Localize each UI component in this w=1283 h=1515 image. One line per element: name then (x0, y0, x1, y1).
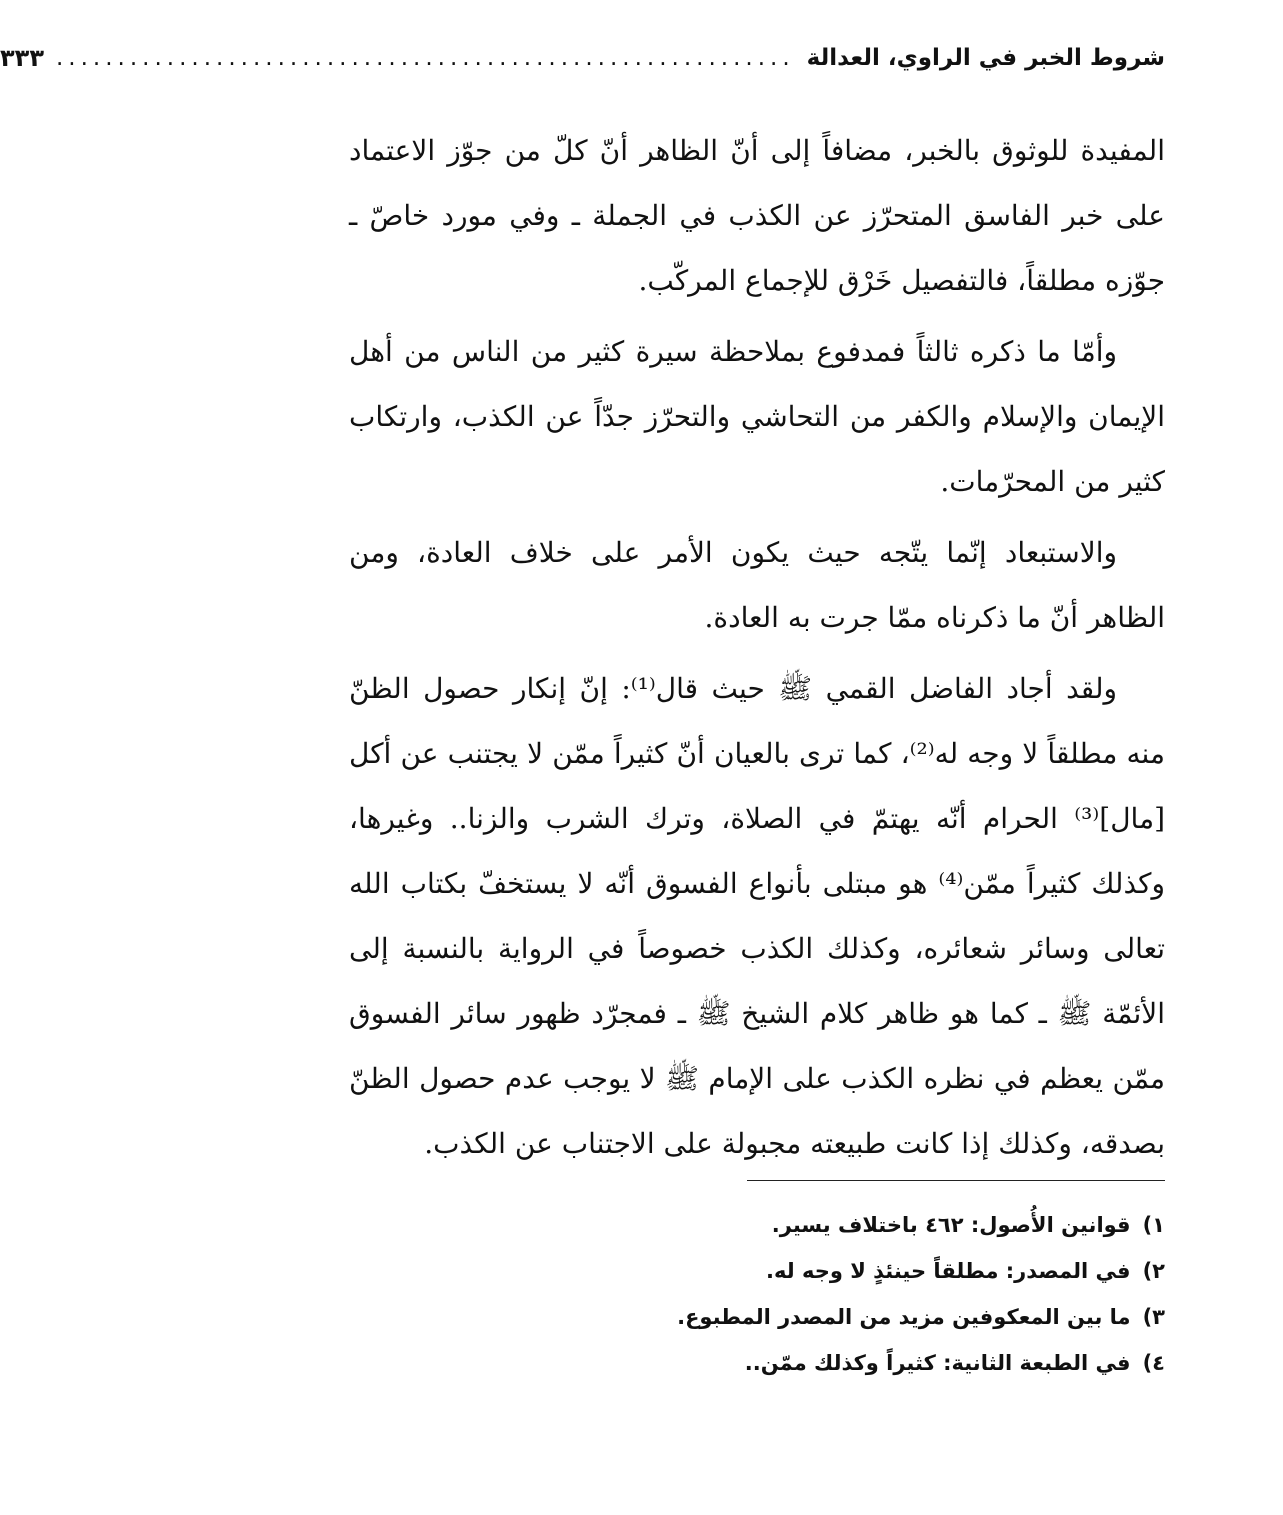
footnote-number: ٣) (1142, 1305, 1165, 1329)
footnote-separator (747, 1180, 1165, 1181)
footnote-item (605, 1340, 1165, 1386)
running-title: شروط الخبر في الراوي، العدالة (806, 45, 1165, 71)
footnote-number: ٢) (1142, 1259, 1165, 1283)
footnote-item (605, 1248, 1165, 1294)
paragraph: وأمّا ما ذكره ثالثاً فمدفوع بملاحظة سيرة كثير من الناس من أهل الإيمان والإسلام والكفر من التحاشي والتحرّز جدّاً عن الكذب، وارتكاب كثير من المحرّمات. (349, 335, 1165, 498)
paragraph: المفيدة للوثوق بالخبر، مضافاً إلى أنّ الظاهر أنّ كلّ من جوّز الاعتماد على خبر الفاسق المتحرّز عن الكذب في الجملة ـ وفي مورد خاصّ ـ جوّزه مطلقاً، فالتفصيل خَرْق للإجماع المركّب. (349, 134, 1165, 297)
footnote-item (605, 1202, 1165, 1248)
footnote-number: ١) (1142, 1213, 1165, 1237)
footnote-text: في المصدر: مطلقاً حينئذٍ لا وجه له. (766, 1259, 1131, 1283)
footnote-number: ٤) (1142, 1351, 1165, 1375)
paragraph: ولقد أجاد الفاضل القمي ﷺ حيث قال⁽¹⁾: إنّ إنكار حصول الظنّ منه مطلقاً لا وجه له⁽²⁾، كما ترى بالعيان أنّ كثيراً ممّن لا يجتنب عن أكل [مال]⁽³⁾ الحرام أنّه يهتمّ في الصلاة، وترك الشرب والزنا.. وغيرها، وكذلك كثيراً ممّن⁽⁴⁾ هو مبتلى بأنواع الفسوق أنّه لا يستخفّ بكتاب الله تعالى وسائر شعائره، وكذلك الكذب خصوصاً في الرواية بالنسبة إلى الأئمّة ﷺ ـ كما هو ظاهر كلام الشيخ ﷺ ـ فمجرّد ظهور سائر الفسوق ممّن يعظم في نظره الكذب على الإمام ﷺ لا يوجب عدم حصول الظنّ بصدقه، وكذلك إذا كانت طبيعته مجبولة على الاجتناب عن الكذب. (349, 672, 1165, 1160)
footnote-item (605, 1294, 1165, 1340)
leader-dots: ............................................................ (55, 45, 795, 71)
running-head (0, 40, 1165, 76)
footnote-text: في الطبعة الثانية: كثيراً وكذلك ممّن.. (744, 1351, 1131, 1375)
footnotes (605, 1202, 1165, 1386)
footnote-text: ما بين المعكوفين مزيد من المصدر المطبوع. (677, 1305, 1131, 1329)
paragraph: والاستبعاد إنّما يتّجه حيث يكون الأمر على خلاف العادة، ومن الظاهر أنّ ما ذكرناه ممّا جرت به العادة. (349, 536, 1165, 634)
page-number: ٣٣٣ (0, 44, 44, 72)
footnote-text: قوانين الأُصول: ٤٦٢ باختلاف يسير. (771, 1213, 1131, 1237)
body-text (349, 118, 1165, 1176)
